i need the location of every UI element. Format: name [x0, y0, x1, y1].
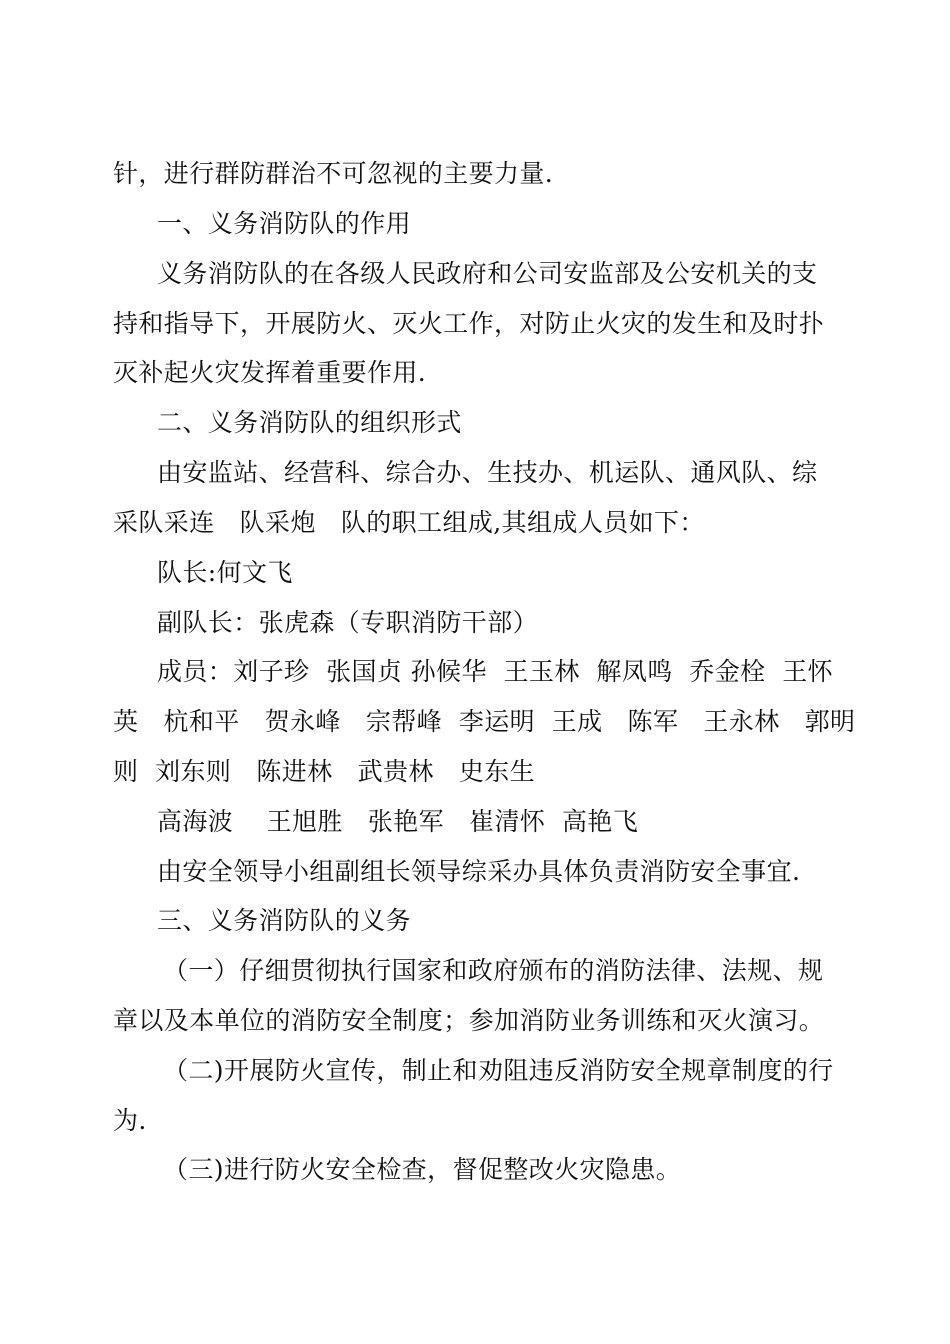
section-heading: 二、义务消防队的组织形式	[157, 408, 462, 437]
paragraph-line: （三)进行防火安全检查，督促整改火灾隐患。	[163, 1155, 682, 1184]
members-line: 成员：刘子珍 张国贞 孙候华 王玉林 解凤鸣 乔金栓 王怀	[157, 657, 834, 686]
members-line: 则 刘东则 陈进林 武贵林 史东生	[113, 757, 536, 786]
paragraph-line: 由安全领导小组副组长领导综采办具体负责消防安全事宜.	[157, 857, 801, 886]
paragraph-line: （二)开展防火宣传，制止和劝阻违反消防安全规章制度的行	[163, 1056, 834, 1085]
paragraph-line: 灭补起火灾发挥着重要作用.	[113, 358, 427, 387]
deputy-leader-line: 副队长：张虎森（专职消防干部）	[157, 608, 539, 637]
section-heading: 三、义务消防队的义务	[157, 906, 412, 935]
paragraph-line: 章以及本单位的消防安全制度；参加消防业务训练和灭火演习。	[113, 1006, 825, 1035]
paragraph-line: 针，进行群防群治不可忽视的主要力量.	[113, 159, 554, 188]
members-line: 高海波 王旭胜 张艳军 崔清怀 高艳飞	[157, 807, 639, 836]
paragraph-line: 为.	[113, 1106, 147, 1135]
paragraph-line: 持和指导下，开展防火、灭火工作，对防止火灾的发生和及时扑	[113, 309, 825, 338]
members-line: 英 杭和平 贺永峰 宗帮峰 李运明 王成 陈军 王永林 郭明	[113, 707, 856, 736]
section-heading: 一、义务消防队的作用	[157, 209, 412, 238]
paragraph-line: （一）仔细贯彻执行国家和政府颁布的消防法律、法规、规	[163, 956, 824, 985]
paragraph-line: 采队采连 队采炮 队的职工组成,其组成人员如下：	[113, 508, 705, 537]
paragraph-line: 由安监站、经营科、综合办、生技办、机运队、通风队、综	[157, 458, 818, 487]
paragraph-line: 义务消防队的在各级人民政府和公司安监部及公安机关的支	[157, 259, 818, 288]
leader-line: 队长:何文飞	[157, 558, 293, 587]
